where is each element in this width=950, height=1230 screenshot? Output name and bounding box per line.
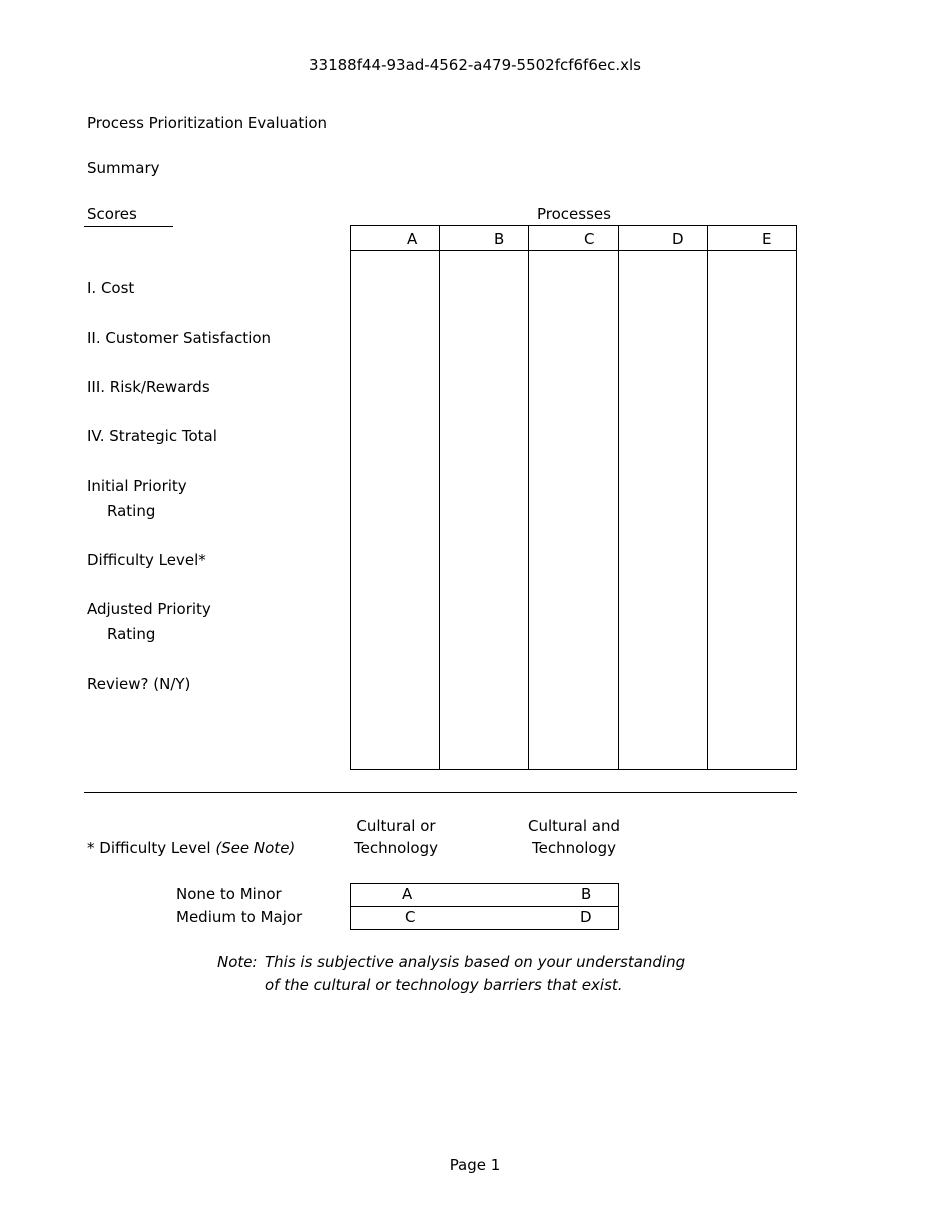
- process-column-header: C: [584, 230, 595, 248]
- matrix-border: [351, 906, 619, 907]
- note-line: of the cultural or technology barriers that exist.: [265, 976, 623, 994]
- row-label-review: Review? (N/Y): [87, 675, 191, 693]
- matrix-cell: D: [580, 908, 592, 926]
- note-prefix: Note:: [217, 953, 258, 971]
- page-number: Page 1: [449, 1156, 501, 1174]
- process-column-header: E: [762, 230, 772, 248]
- row-label-risk-rewards: III. Risk/Rewards: [87, 378, 210, 396]
- row-label-difficulty-level: Difficulty Level*: [87, 551, 206, 569]
- matrix-border: [618, 883, 619, 930]
- table-header-border: [351, 250, 797, 251]
- difficulty-col1-heading: Cultural or: [356, 817, 436, 835]
- row-label-initial-priority-rating: Rating: [107, 502, 156, 520]
- note-line: This is subjective analysis based on your understanding: [265, 953, 686, 971]
- page-title: Process Prioritization Evaluation: [87, 114, 328, 132]
- table-column-border: [439, 225, 440, 770]
- see-note-text: (See Note): [215, 839, 296, 857]
- processes-label: Processes: [537, 205, 611, 223]
- matrix-cell: B: [581, 885, 592, 903]
- matrix-cell: C: [405, 908, 416, 926]
- table-top-border: [351, 225, 797, 226]
- row-label-customer-satisfaction: II. Customer Satisfaction: [87, 329, 272, 347]
- section-divider: [84, 792, 797, 793]
- table-column-border: [707, 225, 708, 770]
- file-name-header: 33188f44-93ad-4562-a479-5502fcf6f6ec.xls: [309, 56, 641, 74]
- table-column-border: [618, 225, 619, 770]
- matrix-border: [350, 883, 351, 930]
- table-column-border: [528, 225, 529, 770]
- row-label-cost: I. Cost: [87, 279, 135, 297]
- difficulty-level-text: * Difficulty Level: [87, 839, 211, 857]
- process-column-header: D: [672, 230, 684, 248]
- row-label-strategic-total: IV. Strategic Total: [87, 427, 217, 445]
- matrix-border: [351, 929, 619, 930]
- difficulty-col1-heading: Technology: [353, 839, 439, 857]
- difficulty-row-label: None to Minor: [176, 885, 282, 903]
- table-column-border: [350, 225, 351, 770]
- scores-underline: [84, 226, 173, 227]
- difficulty-level-label: [87, 839, 295, 857]
- row-label-adjusted-priority-rating: Rating: [107, 625, 156, 643]
- difficulty-col2-heading: Cultural and: [527, 817, 621, 835]
- row-label-adjusted-priority: Adjusted Priority: [87, 600, 211, 618]
- matrix-cell: A: [402, 885, 413, 903]
- difficulty-col2-heading: Technology: [531, 839, 617, 857]
- row-label-initial-priority: Initial Priority: [87, 477, 187, 495]
- process-column-header: B: [494, 230, 505, 248]
- matrix-border: [351, 883, 619, 884]
- scores-label: Scores: [87, 205, 137, 223]
- table-bottom-border: [351, 769, 797, 770]
- process-column-header: A: [407, 230, 418, 248]
- difficulty-row-label: Medium to Major: [176, 908, 303, 926]
- page-subtitle: Summary: [87, 159, 160, 177]
- table-column-border: [796, 225, 797, 770]
